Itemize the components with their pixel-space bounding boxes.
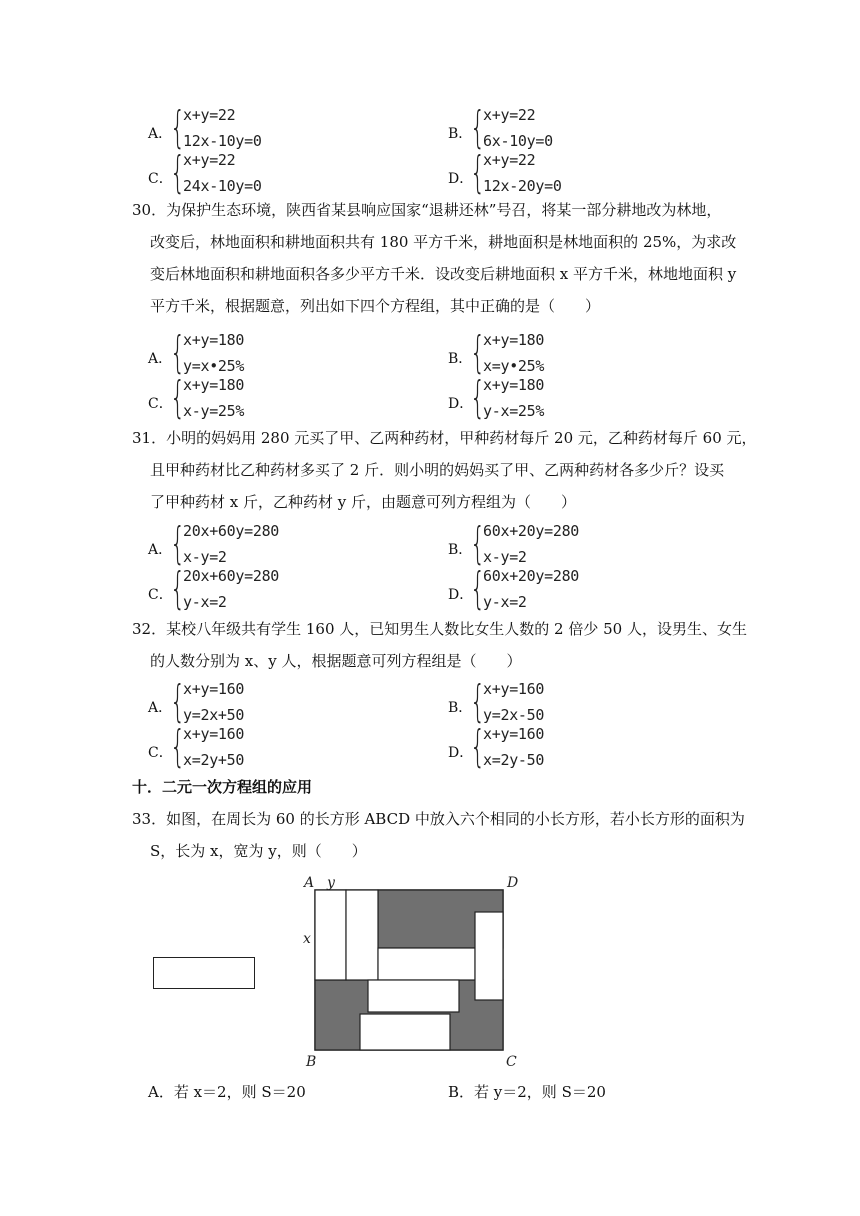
option-letter: B． (448, 700, 473, 716)
brace-icon: { (470, 372, 486, 423)
equation-2: x-y=25% (183, 402, 245, 420)
equation-2: y=2x-50 (483, 706, 545, 724)
equation-2: 12x-20y=0 (483, 177, 562, 195)
equation-1: x+y=160 (483, 725, 545, 743)
equation-2: y=x•25% (183, 357, 245, 375)
equation-1: 60x+20y=280 (483, 522, 580, 540)
brace-icon: { (170, 518, 186, 569)
label-c: C (506, 1054, 517, 1070)
question-32 (132, 613, 762, 677)
equation-2: x=2y-50 (483, 751, 545, 769)
equation-2: x=2y+50 (183, 751, 245, 769)
question-line: 的人数分别为 x、y 人，根据题意可列方程组是（ ） (150, 652, 522, 670)
equation-2: 12x-10y=0 (183, 132, 262, 150)
option-letter: A． (148, 542, 173, 558)
option-letter: B． (448, 126, 473, 142)
option-letter: C． (148, 587, 173, 603)
question-line: 变后林地面积和耕地面积各多少平方千米．设改变后耕地面积 x 平方千米，林地地面积 y (150, 265, 737, 283)
label-a: A (304, 875, 315, 891)
equation-1: x+y=160 (183, 725, 245, 743)
equation-2: x-y=2 (483, 548, 527, 566)
option-letter: A． (148, 126, 173, 142)
label-b: B (306, 1054, 317, 1070)
equation-1: x+y=160 (183, 680, 245, 698)
brace-icon: { (470, 518, 486, 569)
q32-option-d[interactable] (448, 721, 708, 777)
equation-2: y=2x+50 (183, 706, 245, 724)
brace-icon: { (470, 721, 486, 772)
small-rectangle-figure (153, 957, 255, 989)
equation-1: x+y=22 (183, 106, 236, 124)
q31-option-d[interactable] (448, 563, 708, 619)
question-line: 31．小明的妈妈用 280 元买了甲、乙两种药材，甲种药材每斤 20 元，乙种药材每斤 60 元， (132, 429, 757, 447)
brace-icon: { (170, 372, 186, 423)
equation-1: x+y=22 (183, 151, 236, 169)
option-letter: C． (148, 396, 173, 412)
equation-2: 24x-10y=0 (183, 177, 262, 195)
brace-icon: { (170, 563, 186, 614)
equation-2: y-x=25% (483, 402, 545, 420)
equation-1: x+y=180 (483, 331, 545, 349)
q30-option-d[interactable] (448, 372, 708, 428)
question-line: 32．某校八年级共有学生 160 人，已知男生人数比女生人数的 2 倍少 50 人，设男生、女生 (132, 620, 747, 638)
brace-icon: { (470, 147, 486, 198)
equation-1: x+y=160 (483, 680, 545, 698)
equation-1: x+y=22 (483, 151, 536, 169)
label-x: x (303, 931, 311, 947)
q32-option-c[interactable] (148, 721, 408, 777)
q30-option-c[interactable] (148, 372, 408, 428)
section-title: 十．二元一次方程组的应用 (132, 778, 313, 796)
option-letter: D． (448, 171, 474, 187)
brace-icon: { (170, 102, 186, 153)
brace-icon: { (170, 327, 186, 378)
brace-icon: { (170, 147, 186, 198)
brace-icon: { (170, 676, 186, 727)
equation-2: x-y=2 (183, 548, 227, 566)
question-line: 平方千米，根据题意，列出如下四个方程组，其中正确的是（ ） (150, 297, 601, 315)
q33-option-b[interactable]: B．若 y＝2，则 S＝20 (448, 1083, 606, 1101)
rectangle-abcd-figure (300, 870, 530, 1070)
option-letter: D． (448, 587, 474, 603)
small-rect-6 (360, 1014, 450, 1050)
question-31 (132, 422, 762, 518)
label-y: y (327, 875, 335, 891)
small-rect-1 (315, 890, 346, 980)
q33-option-a[interactable]: A．若 x＝2，则 S＝20 (148, 1083, 306, 1101)
equation-1: 20x+60y=280 (183, 567, 280, 585)
equation-2: y-x=2 (183, 593, 227, 611)
equation-1: 20x+60y=280 (183, 522, 280, 540)
option-letter: C． (148, 745, 173, 761)
small-rect-4 (475, 912, 503, 1000)
option-letter: B． (448, 542, 473, 558)
equation-1: x+y=22 (483, 106, 536, 124)
brace-icon: { (470, 327, 486, 378)
brace-icon: { (470, 563, 486, 614)
option-letter: D． (448, 396, 474, 412)
brace-icon: { (170, 721, 186, 772)
question-line: S，长为 x，宽为 y，则（ ） (150, 842, 367, 860)
equation-2: x=y•25% (483, 357, 545, 375)
option-letter: D． (448, 745, 474, 761)
small-rect-5 (368, 980, 459, 1012)
brace-icon: { (470, 102, 486, 153)
equation-1: 60x+20y=280 (483, 567, 580, 585)
option-letter: C． (148, 171, 173, 187)
question-line: 改变后，林地面积和耕地面积共有 180 平方千米，耕地面积是林地面积的 25%，为求改 (150, 233, 737, 251)
equation-1: x+y=180 (183, 376, 245, 394)
option-letter: A． (148, 351, 173, 367)
question-line: 且甲种药材比乙种药材多买了 2 斤．则小明的妈妈买了甲、乙两种药材各多少斤？设买 (150, 461, 725, 479)
equation-1: x+y=180 (483, 376, 545, 394)
equation-1: x+y=180 (183, 331, 245, 349)
small-rect-3 (378, 948, 475, 980)
brace-icon: { (470, 676, 486, 727)
question-line: 了甲种药材 x 斤，乙种药材 y 斤，由题意可列方程组为（ ） (150, 493, 577, 511)
q31-option-c[interactable] (148, 563, 408, 619)
option-letter: A． (148, 700, 173, 716)
equation-2: 6x-10y=0 (483, 132, 553, 150)
question-33 (132, 803, 762, 867)
label-d: D (507, 875, 519, 891)
question-30 (132, 194, 762, 322)
equation-2: y-x=2 (483, 593, 527, 611)
question-line: 30．为保护生态环境，陕西省某县响应国家“退耕还林”号召，将某一部分耕地改为林地， (132, 201, 722, 219)
question-line: 33．如图，在周长为 60 的长方形 ABCD 中放入六个相同的小长方形，若小长方形的面积为 (132, 810, 745, 828)
small-rect-2 (346, 890, 378, 980)
option-letter: B． (448, 351, 473, 367)
